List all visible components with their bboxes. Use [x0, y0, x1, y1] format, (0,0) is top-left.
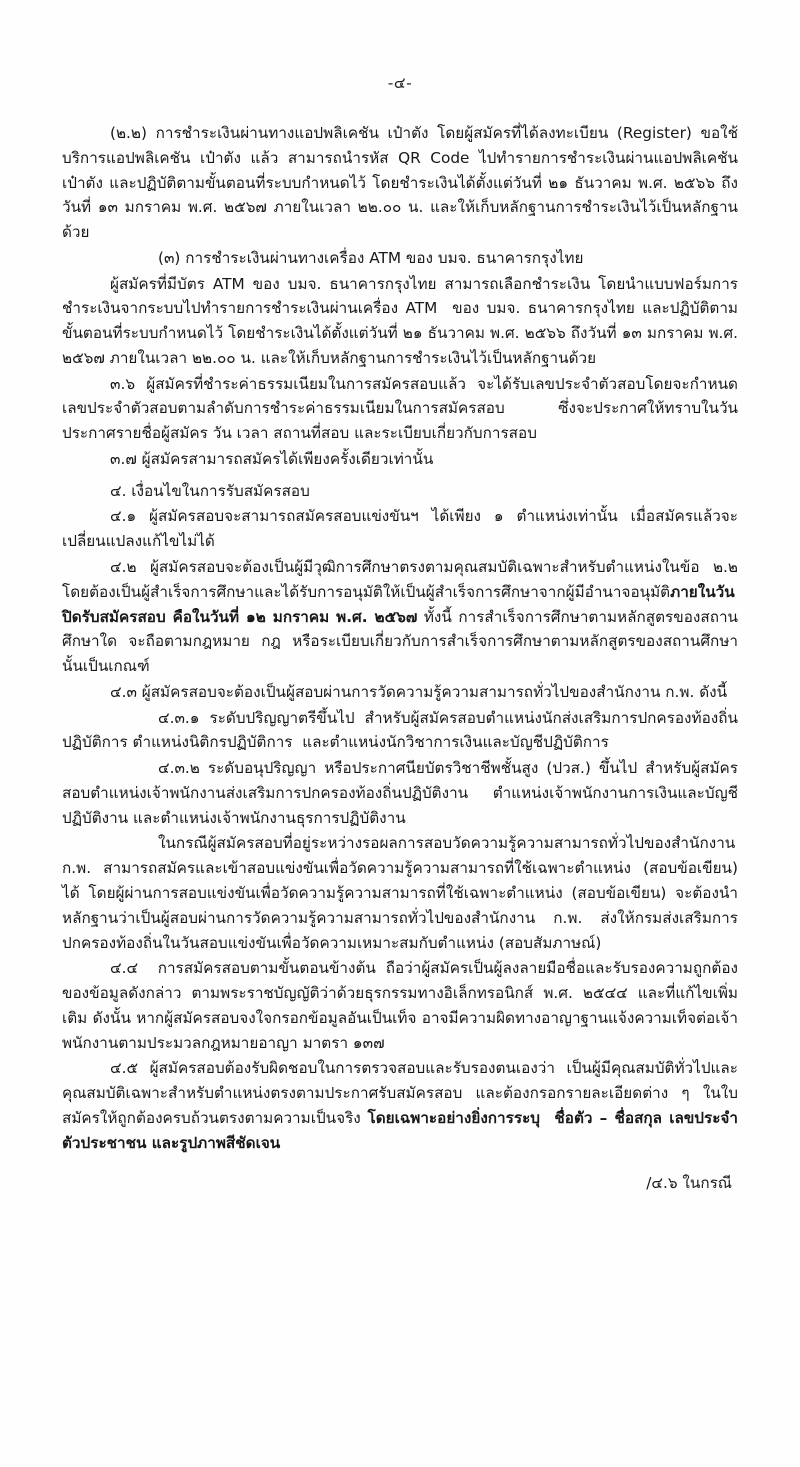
paragraph-4-5-emphasis: โดยเฉพาะอย่างยิ่งการระบุ ชื่อตัว – ชื่อสกุล เลขประจำตัวประชาชน และรูปภาพสีชัดเจน	[62, 1108, 738, 1152]
paragraph-4-5-lead: ๔.๕ ผู้สมัครสอบต้องรับผิดชอบในการตรวจสอบและรับรองตนเองว่า เป็นผู้มีคุณสมบัติทั่วไปและคุณสมบัติเฉพาะสำหรับตำแหน่งตรงตามประกาศรับสมัครสอบ และต้องกรอกรายละเอียดต่าง ๆ ในใบสมัครให้ถูกต้องครบถ้วนตรงตามความเป็นจริง	[62, 1059, 738, 1127]
paragraph-3-heading: (๓) การชำระเงินผ่านทางเครื่อง ATM ของ บมจ. ธนาคารกรุงไทย	[158, 248, 584, 267]
footer-continuation-note: /๔.๖ ในกรณี	[646, 1174, 732, 1193]
paragraph-3-7: ๓.๗ ผู้สมัครสามารถสมัครได้เพียงครั้งเดียวเท่านั้น	[110, 449, 434, 468]
paragraph-4-3-2: ๔.๓.๒ ระดับอนุปริญญา หรือประกาศนียบัตรวิชาชีพชั้นสูง (ปวส.) ขึ้นไป สำหรับผู้สมัครสอบตำแหน่งเจ้าพนักงานส่งเสริมการปกครองท้องถิ่นปฏิบัติงาน ตำแหน่งเจ้าพนักงานการเงินและบัญชีปฏิบัติงาน และตำแหน่งเจ้าพนักงานธุรการปฏิบัติงาน	[62, 759, 738, 827]
document-body	[62, 121, 743, 1196]
paragraph-4-1: ๔.๑ ผู้สมัครสอบจะสามารถสมัครสอบแข่งขันฯ ได้เพียง ๑ ตำแหน่งเท่านั้น เมื่อสมัครแล้วจะเปลี่ยนแปลงแก้ไขไม่ได้	[62, 507, 738, 551]
paragraph-4-5	[62, 1056, 738, 1155]
paragraph-4-4: ๔.๔ การสมัครสอบตามขั้นตอนข้างต้น ถือว่าผู้สมัครเป็นผู้ลงลายมือชื่อและรับรองความถูกต้องของข้อมูลดังกล่าว ตามพระราชบัญญัติว่าด้วยธุรกรรมทางอิเล็กทรอนิกส์ พ.ศ. ๒๕๔๔ และที่แก้ไขเพิ่มเติม ดังนั้น หากผู้สมัครสอบจงใจกรอกข้อมูลอันเป็นเท็จ อาจมีความผิดทางอาญาฐานแจ้งความเท็จต่อเจ้าพนักงานตามประมวลกฎหมายอาญา มาตรา ๑๓๗	[62, 959, 738, 1052]
paragraph-4-2-emphasis: ภายในวันปิดรับสมัครสอบ คือในวันที่ ๑๒ มกราคม พ.ศ. ๒๕๖๗	[62, 582, 735, 626]
paragraph-4-3: ๔.๓ ผู้สมัครสอบจะต้องเป็นผู้สอบผ่านการวัดความรู้ความสามารถทั่วไปของสำนักงาน ก.พ. ดังนี้	[110, 682, 728, 701]
paragraph-3-detail: ผู้สมัครที่มีบัตร ATM ของ บมจ. ธนาคารกรุงไทย สามารถเลือกชำระเงิน โดยนำแบบฟอร์มการชำระเงินจากระบบไปทำรายการชำระเงินผ่านเครื่อง ATM ของ บมจ. ธนาคารกรุงไทย และปฏิบัติตามขั้นตอนที่ระบบกำหนดไว้ โดยชำระเงินได้ตั้งแต่วันที่ ๒๑ ธันวาคม พ.ศ. ๒๕๖๖ ถึงวันที่ ๑๓ มกราคม พ.ศ. ๒๕๖๗ ภายในเวลา ๒๒.๐๐ น. และให้เก็บหลักฐานการชำระเงินไว้เป็นหลักฐานด้วย	[62, 274, 743, 367]
page-number: -๔-	[387, 74, 413, 92]
paragraph-4-2	[62, 555, 743, 679]
paragraph-2-2: (๒.๒) การชำระเงินผ่านทางแอปพลิเคชัน เป๋าตัง โดยผู้สมัครที่ได้ลงทะเบียน (Register) ขอใช้บริการแอปพลิเคชัน เป๋าตัง แล้ว สามารถนำรหัส QR Code ไปทำรายการชำระเงินผ่านแอปพลิเคชัน เป๋าตัง และปฏิบัติตามขั้นตอนที่ระบบกำหนดไว้ โดยชำระเงินได้ตั้งแต่วันที่ ๒๑ ธันวาคม พ.ศ. ๒๕๖๖ ถึงวันที่ ๑๓ มกราคม พ.ศ. ๒๕๖๗ ภายในเวลา ๒๒.๐๐ น. และให้เก็บหลักฐานการชำระเงินไว้เป็นหลักฐานด้วย	[62, 124, 743, 242]
paragraph-4-2-tail: ทั้งนี้ การสำเร็จการศึกษาตามหลักสูตรของสถานศึกษาใด จะถือตามกฎหมาย กฎ หรือระเบียบเกี่ยวกับการสำเร็จการศึกษาตามหลักสูตรของสถานศึกษานั้นเป็นเกณฑ์	[62, 607, 739, 676]
paragraph-4-heading: ๔. เงื่อนไขในการรับสมัครสอบ	[110, 481, 310, 500]
paragraph-4-3-1: ๔.๓.๑ ระดับปริญญาตรีขึ้นไป สำหรับผู้สมัครสอบตำแหน่งนักส่งเสริมการปกครองท้องถิ่นปฏิบัติการ ตำแหน่งนิติกรปฏิบัติการ และตำแหน่งนักวิชาการเงินและบัญชีปฏิบัติการ	[62, 708, 738, 752]
paragraph-3-6: ๓.๖ ผู้สมัครที่ชำระค่าธรรมเนียมในการสมัครสอบแล้ว จะได้รับเลขประจำตัวสอบโดยจะกำหนดเลขประจำตัวสอบตามลำดับการชำระค่าธรรมเนียมในการสมัครสอบ ซึ่งจะประกาศให้ทราบในวันประกาศรายชื่อผู้สมัคร วัน เวลา สถานที่สอบ และระเบียบเกี่ยวกับการสอบ	[62, 374, 738, 443]
paragraph-4-2-lead: ๔.๒ ผู้สมัครสอบจะต้องเป็นผู้มีวุฒิการศึกษาตรงตามคุณสมบัติเฉพาะสำหรับตำแหน่งในข้อ ๒.๒ โดยต้องเป็นผู้สำเร็จการศึกษาและได้รับการอนุมัติให้เป็นผู้สำเร็จการศึกษาจากผู้มีอำนาจอนุมัติ	[62, 558, 743, 601]
paragraph-4-3-pending-case: ในกรณีผู้สมัครสอบที่อยู่ระหว่างรอผลการสอบวัดความรู้ความสามารถทั่วไปของสำนักงาน ก.พ. สามารถสมัครและเข้าสอบแข่งขันเพื่อวัดความรู้ความสามารถที่ใช้เฉพาะตำแหน่ง (สอบข้อเขียน) ได้ โดยผู้ผ่านการสอบแข่งขันเพื่อวัดความรู้ความสามารถที่ใช้เฉพาะตำแหน่ง (สอบข้อเขียน) จะต้องนำหลักฐานว่าเป็นผู้สอบผ่านการวัดความรู้ความสามารถทั่วไปของสำนักงาน ก.พ. ส่งให้กรมส่งเสริมการปกครองท้องถิ่นในวันสอบแข่งขันเพื่อวัดความเหมาะสมกับตำแหน่ง (สอบสัมภาษณ์)	[62, 834, 743, 952]
